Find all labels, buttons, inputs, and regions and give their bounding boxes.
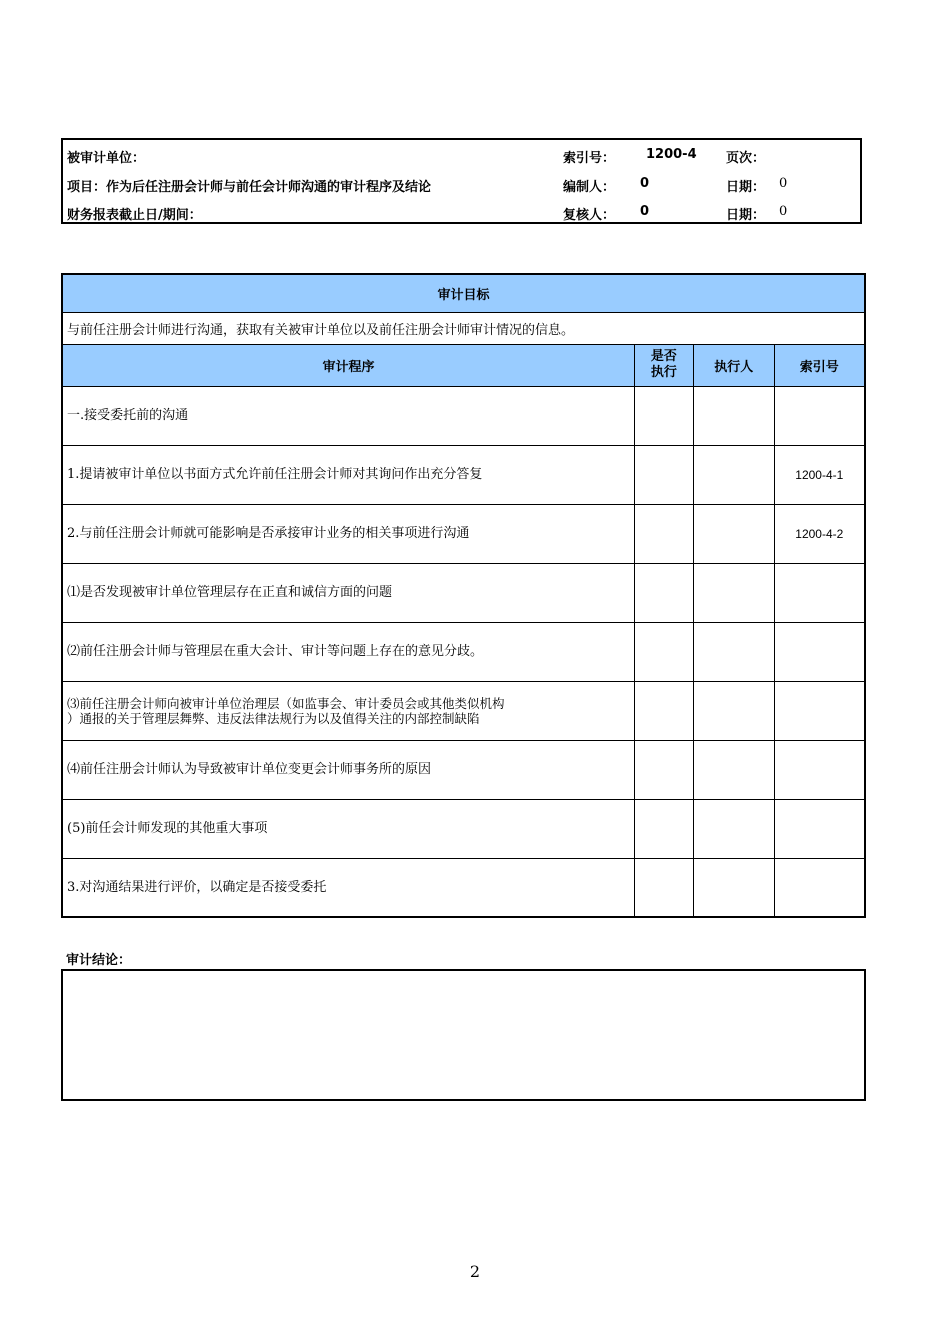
reviewer-value: 0 bbox=[640, 204, 650, 219]
preparer-label: 编制人： bbox=[563, 180, 616, 195]
objective-text-row bbox=[62, 312, 865, 344]
index-value: 1200-4 bbox=[646, 147, 697, 162]
period-label: 财务报表截止日/期间： bbox=[67, 208, 202, 223]
objective-title: 审计目标 bbox=[62, 274, 865, 312]
procedure-cell bbox=[62, 858, 634, 917]
col-procedure: 审计程序 bbox=[62, 344, 634, 386]
index-cell[interactable] bbox=[774, 740, 865, 799]
executed-cell[interactable] bbox=[634, 799, 693, 858]
header-row-period bbox=[63, 197, 860, 225]
table-row bbox=[62, 563, 865, 622]
col-performer: 执行人 bbox=[693, 344, 774, 386]
performer-cell[interactable] bbox=[693, 563, 774, 622]
date-label-2: 日期： bbox=[726, 208, 766, 223]
performer-cell[interactable] bbox=[693, 504, 774, 563]
conclusion-label: 审计结论： bbox=[66, 953, 132, 968]
table-row bbox=[62, 622, 865, 681]
performer-cell[interactable] bbox=[693, 740, 774, 799]
project-label: 项目：作为后任注册会计师与前任会计师沟通的审计程序及结论 bbox=[67, 180, 432, 195]
procedure-text: ⑴是否发现被审计单位管理层存在正直和诚信方面的问题 bbox=[67, 585, 393, 600]
executed-cell[interactable] bbox=[634, 858, 693, 917]
performer-cell[interactable] bbox=[693, 622, 774, 681]
conclusion-box[interactable] bbox=[61, 969, 866, 1101]
executed-cell[interactable] bbox=[634, 563, 693, 622]
table-row bbox=[62, 740, 865, 799]
index-cell[interactable] bbox=[774, 386, 865, 445]
executed-cell[interactable] bbox=[634, 386, 693, 445]
page-number: 2 bbox=[469, 1262, 481, 1281]
table-row bbox=[62, 681, 865, 740]
client-label: 被审计单位： bbox=[67, 151, 146, 166]
procedure-text: 2.与前任注册会计师就可能影响是否承接审计业务的相关事项进行沟通 bbox=[67, 526, 470, 541]
reviewer-label: 复核人： bbox=[563, 208, 616, 223]
procedure-cell bbox=[62, 504, 634, 563]
performer-cell[interactable] bbox=[693, 858, 774, 917]
table-row bbox=[62, 504, 865, 563]
objective-text: 与前任注册会计师进行沟通，获取有关被审计单位以及前任注册会计师审计情况的信息。 bbox=[62, 312, 865, 344]
index-cell[interactable]: 1200-4-1 bbox=[774, 445, 865, 504]
procedure-cell bbox=[62, 445, 634, 504]
table-row bbox=[62, 445, 865, 504]
executed-cell[interactable] bbox=[634, 445, 693, 504]
index-cell[interactable] bbox=[774, 622, 865, 681]
performer-cell[interactable] bbox=[693, 799, 774, 858]
index-cell[interactable] bbox=[774, 681, 865, 740]
procedure-cell bbox=[62, 740, 634, 799]
executed-cell[interactable] bbox=[634, 681, 693, 740]
procedure-text-continued: ）通报的关于管理层舞弊、违反法律法规行为以及值得关注的内部控制缺陷 bbox=[67, 710, 480, 726]
table-row bbox=[62, 799, 865, 858]
date-label-1: 日期： bbox=[726, 180, 766, 195]
procedure-cell bbox=[62, 681, 634, 740]
col-index: 索引号 bbox=[774, 344, 865, 386]
objective-title-row bbox=[62, 274, 865, 312]
procedure-text: ⑵前任注册会计师与管理层在重大会计、审计等问题上存在的意见分歧。 bbox=[67, 644, 484, 659]
index-cell[interactable] bbox=[774, 858, 865, 917]
column-header-row bbox=[62, 344, 865, 386]
audit-procedure-table bbox=[61, 273, 866, 918]
procedure-cell bbox=[62, 799, 634, 858]
executed-cell[interactable] bbox=[634, 740, 693, 799]
performer-cell[interactable] bbox=[693, 445, 774, 504]
col-executed bbox=[634, 344, 693, 386]
col-executed-line2: 执行 bbox=[650, 365, 677, 380]
col-executed-line1: 是否 bbox=[650, 349, 677, 364]
date-value-2: 0 bbox=[779, 204, 788, 219]
procedure-text: ⑶前任注册会计师向被审计单位治理层（如监事会、审计委员会或其他类似机构 bbox=[67, 695, 505, 711]
preparer-value: 0 bbox=[640, 176, 650, 191]
header-row-client bbox=[63, 140, 860, 168]
procedure-text: 3.对沟通结果进行评价，以确定是否接受委托 bbox=[67, 879, 327, 895]
executed-cell[interactable] bbox=[634, 504, 693, 563]
procedure-cell bbox=[62, 386, 634, 445]
index-cell[interactable]: 1200-4-2 bbox=[774, 504, 865, 563]
index-label: 索引号： bbox=[563, 151, 616, 166]
procedure-text: 一.接受委托前的沟通 bbox=[67, 408, 189, 423]
table-row bbox=[62, 858, 865, 917]
procedure-text: 1.提请被审计单位以书面方式允许前任注册会计师对其询问作出充分答复 bbox=[67, 467, 483, 482]
index-cell[interactable] bbox=[774, 799, 865, 858]
performer-cell[interactable] bbox=[693, 386, 774, 445]
procedure-cell bbox=[62, 563, 634, 622]
page-label: 页次： bbox=[726, 151, 766, 166]
header-row-project bbox=[63, 169, 860, 197]
procedure-text: (5)前任会计师发现的其他重大事项 bbox=[67, 821, 268, 836]
table-row bbox=[62, 386, 865, 445]
procedure-text: ⑷前任注册会计师认为导致被审计单位变更会计师事务所的原因 bbox=[67, 762, 432, 777]
procedure-cell bbox=[62, 622, 634, 681]
header-block bbox=[61, 138, 862, 224]
executed-cell[interactable] bbox=[634, 622, 693, 681]
index-cell[interactable] bbox=[774, 563, 865, 622]
date-value-1: 0 bbox=[779, 176, 788, 191]
performer-cell[interactable] bbox=[693, 681, 774, 740]
